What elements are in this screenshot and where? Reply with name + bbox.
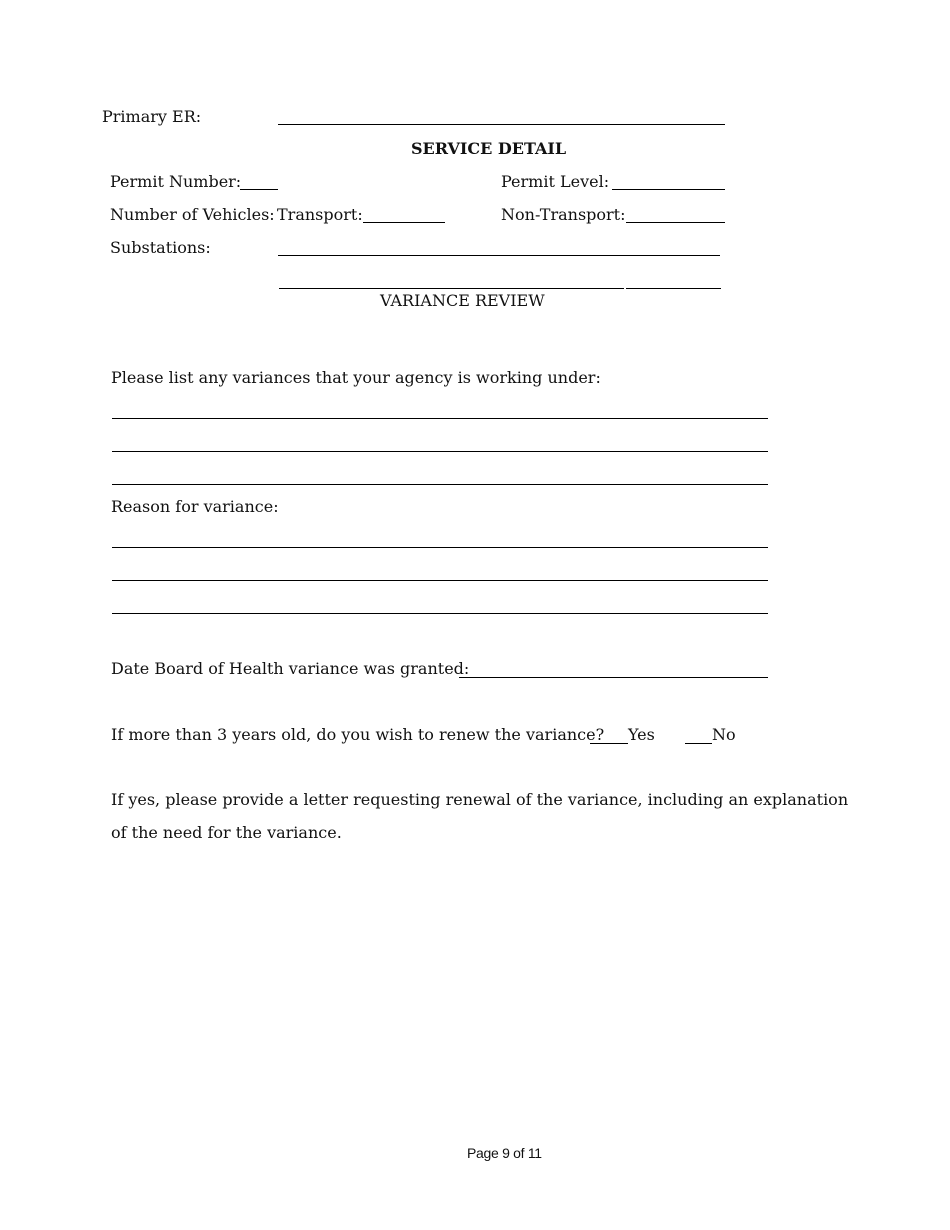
yes-blank[interactable] [590, 743, 628, 744]
permit-number-field[interactable] [240, 189, 278, 190]
num-vehicles-label: Number of Vehicles: [110, 205, 275, 224]
yes-label: Yes [628, 725, 655, 744]
no-blank[interactable] [685, 743, 712, 744]
non-transport-field[interactable] [626, 222, 725, 223]
renew-question: If more than 3 years old, do you wish to renew the variance? [111, 725, 605, 744]
service-detail-heading: SERVICE DETAIL [411, 139, 567, 158]
permit-level-label: Permit Level: [501, 172, 610, 191]
non-transport-label: Non-Transport: [501, 205, 626, 224]
no-label: No [712, 725, 736, 744]
permit-number-label: Permit Number: [110, 172, 242, 191]
substations-field-2b[interactable] [626, 288, 721, 289]
page-number: Page 9 of 11 [467, 1145, 542, 1161]
transport-label: Transport: [277, 205, 363, 224]
substations-field-2a[interactable] [279, 288, 624, 289]
instruction-line-1: If yes, please provide a letter requesting renewal of the variance, including an explanation [111, 790, 849, 809]
variance-review-heading: VARIANCE REVIEW [380, 291, 545, 310]
reason-line-2[interactable] [112, 580, 768, 581]
reason-line-1[interactable] [112, 547, 768, 548]
date-granted-field[interactable] [459, 677, 768, 678]
variance-list-line-2[interactable] [112, 451, 768, 452]
reason-line-3[interactable] [112, 613, 768, 614]
permit-level-field[interactable] [612, 189, 725, 190]
primary-er-label: Primary ER: [102, 107, 202, 126]
primary-er-field[interactable] [278, 124, 725, 125]
transport-field[interactable] [363, 222, 445, 223]
variance-list-line-1[interactable] [112, 418, 768, 419]
variance-list-prompt: Please list any variances that your agency is working under: [111, 368, 601, 387]
instruction-line-2: of the need for the variance. [111, 823, 342, 842]
reason-label: Reason for variance: [111, 497, 279, 516]
substations-label: Substations: [110, 238, 211, 257]
variance-list-line-3[interactable] [112, 484, 768, 485]
substations-field-1[interactable] [278, 255, 720, 256]
date-granted-label: Date Board of Health variance was granted: [111, 659, 470, 678]
